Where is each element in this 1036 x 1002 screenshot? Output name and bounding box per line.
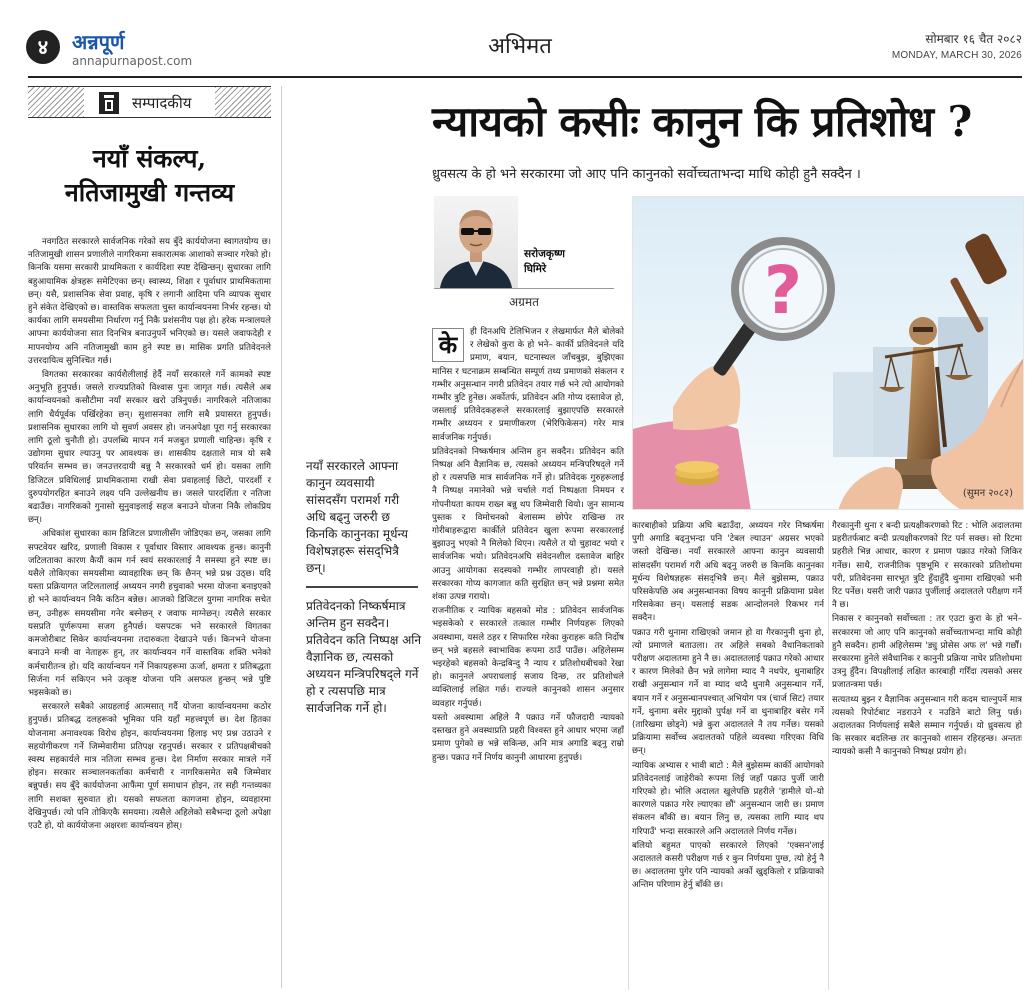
article-paragraph: कारबाहीको प्रक्रिया अघि बढाउँदा, अध्ययन गरेर निष्कर्षमा पुगी अगाडि बढ्नुभन्दा पनि 'टेबल ल्याउन' अग्रसर भएको जस्तो देखिन्छ। नयाँ सरकारले आफ्ना कानुन व्यवसायी सांसदसँग परामर्श गरी अधि बढ्नु जरुरी छ किनकि कानुनका मूर्धन्य विशेषज्ञहरू संसद्‌भित्रै छन्। मैले बुझेसम्म, पक्राउ परिसकेपछि अब अनुसन्धानका विषय कानुनी प्रक्रियामा प्रवेश गरिसकेका छन्। यसलाई सडक आन्दोलनले रिकभर गर्न सक्दैन। — [632, 521, 824, 624]
editorial-header — [28, 86, 271, 118]
article-paragraph: राजनीतिक र न्यायिक बहसको मोड : प्रतिवेदन सार्वजनिक भइसकेको र सरकारले तत्काल गम्भीर निर्णयहरू लिएको अवस्थामा, यसले ठहर र सिफारिस गरेका कुराहरू कति निर्दोष छन् भन्ने बहसले स्वाभाविक रूपमा ठाउँ पाउँछ। अहिलेसम्म भइरहेको बहसको केन्द्रबिन्दु नै न्याय र प्रतिशोधबीचको रेखा हो। कानुनले अपराधलाई सजाय दिन्छ, तर प्रतिशोधले व्यक्तिलाई लक्षित गर्छ। राज्यले कानुनको शासन अनुसार व्यवहार गर्नुपर्छ। — [432, 606, 624, 709]
inkpot-icon — [96, 91, 122, 115]
editorial-title-line1: नयाँ संकल्प, — [92, 144, 207, 173]
masthead — [0, 0, 1036, 76]
article-illustration — [632, 196, 1024, 510]
site-url[interactable]: annapurnapost.com — [72, 54, 193, 68]
article-paragraph: सत्यतथ्य बुझ्न र वैज्ञानिक अनुसन्धान गरी कदम चाल्नुपर्ने मात्र त्यसको रिपोर्टबाट नडराउने र नउडिने बाटो लिनु पर्छ। अदालतका निर्णयलाई सबैले सम्मान गर्नुपर्छ। यो ध्रुवसत्य हो कि सरकार बदलिन्छ तर कानुनको शासन रहिरहन्छ। अन्ततः न्यायको कसी नै कानुनको निष्पक्ष प्रयोग हो। — [832, 694, 1022, 758]
article-paragraph: ही दिनअघि टेलिभिजन र लेखमार्फत मैले बोलेको र लेखेको कुरा के हो भने– कार्की प्रतिवेदनले यदि प्रमाण, बयान, घटनास्थल जाँचबुझ, बुझिएका मानिस र घटनाक्रम सम्बन्धित सम्पूर्ण तथ्य प्रमाणको संकलन र गम्भीर अनुसन्धान नगरी प्रतिवेदन तयार गर्छ भने त्यो आयोगको गम्भीर त्रुटि हुनेछ। अर्कोतर्फ, प्रतिवेदन अति गोप्य दस्तावेज हो, जसलाई प्रतिवेदकहरूले सरकारलाई बुझाएपछि सरकारले गम्भीर अध्ययन र प्रमाणीकरण (भेरिफिकेसन) गरेर मात्र सार्वजनिक गर्नुपर्छ। — [432, 327, 624, 443]
editorial-paragraph: सरकारले सबैको आग्रहलाई आत्मसात् गर्दै योजना कार्यान्वयनमा कठोर हुनुपर्छ। प्रतिबद्ध दलहरूको भूमिका पनि यहाँ महत्त्वपूर्ण छ। देश हितका योजनामा अनावश्यक विरोध होइन, कार्यान्वयनमा हिलाइ भए प्रश्न उठाउने र सहयोगीकरण गर्ने जिम्मेवारीमा प्रतिपक्ष रहनुपर्छ। सरकार र प्रतिपक्षबीचको स्वस्थ सहकार्यले मात्र नतिजा सम्भव हुन्छ। देश निर्माण सरकार मात्रले गर्ने होइन। सरकार सञ्चालनकर्ताका कर्मचारी र नागरिकसमेत सबै जिम्मेवार बन्नुपर्छ। सय बुँदे कार्ययोजना आफैंमा पूर्ण समाधान होइन, तर सही गन्तव्यका लागि सशक्त सुरुवात हो। यसको सफलता कागजमा होइन, व्यवहारमा देखिनुपर्छ। त्यो पनि तोकिएकै समयमा। त्यसैले अहिलेको सबैभन्दा ठूलो अपेक्षा एउटै हो, यो कार्ययोजना अक्षरशः कार्यान्वयन होस्। — [28, 702, 271, 831]
article-column-3 — [832, 520, 1022, 996]
editorial-title-line2: नतिजामुखी गन्तव्य — [64, 178, 235, 207]
author-portrait-icon — [434, 196, 518, 288]
article-paragraph: गैरकानुनी थुना र बन्दी प्रत्यक्षीकरणको रिट : भोलि अदालतमा प्रहरीतर्फबाट बन्दी प्रत्यक्षीकरणको रिट पर्न सक्छ। सो रिटमा प्रहरीले भिन्न आधार, कारण र प्रमाण पक्राउ गरेको जिकिर गर्नेछ। साथै, राजनीतिक पृष्ठभूमि र सरकारको प्रतिशोधमा परी, प्रतिवेदनमा सारभूत त्रुटि हुँदाहुँदै थुनामा राखिएको भनी रिट पर्नेछ। यसरी जारी पक्राउ पुर्जीलाई अदालतले परीक्षण गर्ने नै छ। — [832, 521, 1022, 611]
author-divider — [434, 288, 614, 289]
section-title: अभिमत — [488, 34, 552, 59]
author-role: अग्रमत — [509, 295, 539, 309]
article-paragraph: न्यायिक अभ्यास र भावी बाटो : मैले बुझेसम्म कार्की आयोगको प्रतिवेदनलाई जाहेरीको रूपमा लिई जहाँ पक्राउ पुर्जी जारी गरिएको हो। भोलि अदालत खुलेपछि प्रहरीले 'हामीले यो–यो कारणले पक्राउ गरेर ल्याएका छौं' अनुसन्धान जारी छ। प्रमाण संकलन बाँकी छ। बयान लिनु छ, त्यसका लागि म्याद थप गरिपाउँ' भन्दा सरकारले अनि अदालतले निर्णय गर्नेछ। — [632, 760, 824, 837]
editorial-paragraph: अधिकांश सुधारका काम डिजिटल प्रणालीसँग जोडिएका छन्, जसका लागि सफ्टवेयर खरिद, प्रणाली विकास र पूर्वाधार विस्तार आवश्यक हुन्छ। कानुनी जटिलताका कारण कैयौं काम गर्न स्वयं सरकारलाई नै समस्या हुने स्पष्ट छ। यसैले तोकिएका समयसीमा व्यावहारिक छन् कि छैनन् भन्ने प्रश्न उठ्छ। यदि यस्ता प्रक्रियागत जटिलतालाई अध्ययन नगरी हचुवाको भरमा योजना बनाइएको हो भने कार्यान्वयन निकै कठिन बन्नेछ। आजको डिजिटल युगमा नागरिक सचेत छन्, उनीहरू समयसीमा गनेर बस्नेछन् र जवाफ माग्नेछन्। त्यसैले सरकार यसप्रति पूर्णरूपमा सजग हुनैपर्छ। यसपटक भने सरकारले विगतका कमजोरीबाट सिकेर कार्यान्वयनमा तदारुकता देखाउने पर्छ। किनभने योजना बनाउने मन्त्री वा नेताहरू हुन्, तर कार्यान्वयन गर्ने वास्तविक शक्ति भनेको कर्मचारीतन्त्र हो। यदि कार्यान्वयन गर्ने निकायहरूमा ऊर्जा, क्षमता र प्रतिबद्धता सिर्जना गर्न सकिएन भने उत्कृष्ट योजना पनि असफल हुन्छन् भन्ने पुष्टि भइसकेको छ। — [28, 529, 271, 698]
page-number: ४ — [26, 30, 60, 64]
date-nepali: सोमबार १६ चैत २०८२ — [925, 32, 1022, 46]
header-hatch-right — [215, 87, 271, 117]
article-paragraph: बलियो बहुमत पाएको सरकारले लिएको 'एक्सन'लाई अदालतले कसरी परीक्षण गर्छ र कुन निर्णयमा पुग्छ, त्यो हेर्नु नै छ। अदालतमा पुगेर पनि न्यायको अर्को खुड्किलो र प्रक्रियाको अन्तिम परिणाम हेर्नु बाँकी छ। — [632, 840, 824, 891]
header-hatch-left — [28, 87, 84, 117]
pull-quote-2: प्रतिवेदनको निष्कर्षमात्र अन्तिम हुन सक्दैन। प्रतिवेदन कति निष्पक्ष अनि वैज्ञानिक छ, त्यसको अध्ययन मन्त्रिपरिषद्ले गर्ने हो र त्यसपछि मात्र सार्वजनिक गर्ने हो। — [306, 599, 422, 715]
author-photo — [434, 196, 518, 288]
editorial-label: सम्पादकीय — [132, 94, 192, 112]
drop-cap: के — [432, 328, 464, 362]
editorial-body — [28, 236, 271, 833]
article-paragraph: पक्राउ गरी थुनामा राखिएको जमान हो वा गैरकानुनी थुना हो, त्यो प्रमाणले बताउला। तर अहिले सबको वैधानिकताको परीक्षण अदालतमा हुने नै छ। अदालतलाई पक्राउ गरेको आधार र कारण मिलेको छैन भन्ने लागेमा म्याद नै नथपेर, थुनाबाहिर राखी अनुसन्धान गर्ने वा म्याद थप्दै थुनामै अनुसन्धान गर्ने, बयान गर्ने र अनुसन्धानपश्चात् अभियोग पत्र (चार्ज सिट) तयार गर्ने, थुनामा बसेर मुद्दाको पुर्पक्ष गर्ने वा थुनाबाहिर बसेर गर्ने (तारिखमा छोड्ने) भन्ने कुरा अदालतले नै तय गर्नेछ। यसको प्रक्रियामा सर्वोच्च अदालतको पहिले व्यवस्था गरिएका विधि छन्। — [632, 627, 824, 757]
masthead-divider — [28, 76, 1022, 78]
editorial-paragraph: विगतका सरकारका कार्यशैलीलाई हेर्दै नयाँ सरकारले गर्ने कामको स्पष्ट अनुभूति हुनुपर्छ। जसले राज्यप्रतिको विश्वास पुनः जागृत गर्छ। त्यसैले अब कार्यान्वयनको कसौटीमा नयाँ सरकार खरो उत्रिनुपर्छ। नागरिकले नतिजाका लागि धैर्यपूर्वक पर्खिरहेका छन्। सुशासनका लागि सबै प्रयासरत हुनुपर्छ। प्रशासनिक सुधारका लागि यो सुवर्ण अवसर हो। जनअपेक्षा पूरा गर्नु सरकारका लागि ठूलो चुनौती हो। उपलब्धि मापन गर्न मजबुत प्रणाली चाहिन्छ। कृषि र उद्योगमा सुधार ल्याउनु पर आवश्यक छ। शासकीय दक्षताले मात्र यो सबै परिवर्तन सम्भव छ। जनउत्तरदायी बन्नु नै सरकारको धर्म हो। यसका लागि डिजिटल प्रविधिलाई प्राथमिकतामा राखी सेवा प्रवाहलाई छिटो, पारदर्शी र दुरुपयोगरहित बनाउने लक्ष्य पनि उल्लेखनीय छ। जसले पारदर्शिता र नतिजा बढाउँछ। नागरिकको गुनासो सुनुवाइलाई सहज बनाउने योजना निकै लोकप्रिय छन्। — [28, 370, 271, 526]
pull-quote-divider — [306, 586, 418, 588]
editorial-title — [28, 142, 271, 210]
article-deck: ध्रुवसत्य के हो भने सरकारमा जो आए पनि कानुनको सर्वोच्चताभन्दा माथि कोही हुनै सक्दैन । — [432, 167, 861, 182]
svg-text:?: ? — [763, 252, 803, 329]
column-divider — [628, 520, 629, 990]
author-name-line1: सरोजकृष्ण — [524, 248, 565, 260]
editorial-column — [28, 86, 282, 988]
illustration-credit: (सुमन २०८२) — [962, 488, 1013, 499]
author-name — [524, 247, 565, 277]
editorial-paragraph: नवगठित सरकारले सार्वजनिक गरेको सय बुँदे कार्ययोजना स्वागतयोग्य छ। नतिजामुखी शासन प्रणालीले नागरिकमा सकारात्मक आशाको सञ्चार गरेको हो। किनकि यसमा सरकारी प्राथमिकता र कार्यदिशा स्पष्ट देखिन्छन्। सुधारका लागि बहुआयामिक क्षेत्रहरू समेटिएका छन्। स्वास्थ्य, शिक्षा र पूर्वाधार प्राथमिकतामा छन्। यसै, प्रशासनिक सेवा प्रवाह, कृषि र लगानी आदिमा पनि व्यापक सुधार हुने संकेत देखिएको छ। वास्तविक सफलता चुस्त कार्यान्वयनमा निर्भर रहन्छ। यो कार्यका लागि समयसीमा निर्धारण गर्नु निकै प्रशंसनीय पक्ष हो। हरेक मन्त्रालयले आफ्ना कार्ययोजना सात दिनभित्र बनाउनुपर्ने भनिएको छ। यसले जवाफदेही र मापनयोग्य अनि नतिजामुखी काम हुने स्पष्ट छ। मासिक प्रगति प्रतिवेदनले उत्तरदायित्व सुनिश्चित गर्छ। — [28, 237, 271, 366]
article-paragraph: निकास र कानुनको सर्वोच्चता : तर एउटा कुरा के हो भने– सरकारमा जो आए पनि कानुनको सर्वोच्चताभन्दा माथि कोही हुनै सक्दैन। हामी अहिलेसम्म 'ड्यु प्रोसेस अफ ल' भन्ने गर्छौं। सरकारमा हुनेले संवैधानिक र कानुनी प्रक्रिया नाघेर प्रतिशोधमा उत्रनु हुँदैन। विपक्षीलाई लक्षित कारबाही गरिँदा त्यसको असर प्रजातन्त्रमा पर्छ। — [832, 614, 1022, 691]
article-paragraph: यस्तो अवस्थामा अहिले नै पक्राउ गर्ने फौजदारी न्यायको दस्तखत हुने अवस्थाप्रति प्रहरी विश्वस्त हुने आधार भएमा जहाँ प्रमाण पुगेको छ भन्ने सकिन्छ, अनि मात्र अगाडि बढ्नु राम्रो हुन्छ। पक्राउ गर्ने निर्णय कानुनी आधारमा हुनुपर्छ। — [432, 712, 624, 763]
newspaper-logo[interactable]: अन्नपूर्ण — [72, 30, 125, 54]
pull-quote-1: नयाँ सरकारले आफ्ना कानुन व्यवसायी सांसदसँग परामर्श गरी अधि बढ्नु जरुरी छ किनकि कानुनका मूर्धन्य विशेषज्ञहरू संसद्‌भित्रै छन्। — [306, 459, 408, 575]
article-column-2 — [632, 520, 824, 996]
column-divider — [828, 520, 829, 990]
date-english: MONDAY, MARCH 30, 2026 — [891, 50, 1022, 61]
author-name-line2: घिमिरे — [524, 263, 547, 275]
article-paragraph: प्रतिवेदनको निष्कर्षमात्र अन्तिम हुन सक्दैन। प्रतिवेदन कति निष्पक्ष अनि वैज्ञानिक छ, त्यसको अध्ययन मन्त्रिपरिषद्ले गर्ने हो र त्यसपछि मात्र सार्वजनिक गर्ने हो। प्रतिवेदक गुरुहरूलाई नै निष्पक्ष नमानेको भन्ने चर्चाले गर्दा निष्पक्षता निमयन र गोपनीयता कायम राख्न बन्नु थप जिम्मेवारी थियो। जुन सामान्य पुस्तक र विमोचनको बेलासम्म छोपेर राखिन्छ तर गोरीबाहरूद्वारा कार्कीले प्रतिवेदन खुला रूपमा सरकारलाई बुझाउनु भएको नै मिलेको थिएन। त्यसैले त यो चुहावट भयो र सार्वजनिक भयो। प्रतिवेदनअघि संवेदनशील दस्तावेज बाहिर आउनु आयोगका सदस्यको गम्भीर लापरवाही हो। यसले सरकारका गोप्य कागजात कति सुरक्षित छन् भन्ने प्रश्नमा समेत शंका उत्पन्न गरायो। — [432, 446, 624, 603]
justice-illustration-icon — [633, 197, 1024, 510]
article-headline: न्यायको कसीः कानुन कि प्रतिशोध ? — [432, 97, 972, 146]
article-column-1 — [432, 326, 624, 996]
